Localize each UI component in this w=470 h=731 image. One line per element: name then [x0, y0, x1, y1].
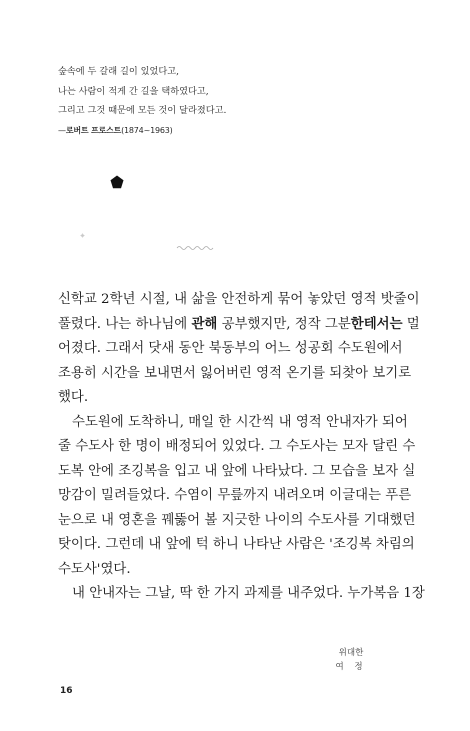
- body-line: 망감이 밀려들었다. 수염이 무릎까지 내려오며 이글대는 푸른: [58, 488, 412, 503]
- author-name: 로버트 프로스트: [65, 125, 122, 135]
- running-title-line-1: 위대한: [338, 648, 364, 658]
- body-line: 줄 수도사 한 명이 배정되어 있었다. 그 수도사는 모자 달린 수: [58, 439, 416, 454]
- author-years: (1874~1963): [121, 125, 173, 135]
- paragraph-3: [58, 582, 425, 607]
- body-line: 수도사'였다.: [58, 561, 131, 577]
- epigraph-line-3: 그리고 그것 때문에 모든 것이 달라졌다고.: [58, 105, 227, 116]
- body-line: 어졌다. 그래서 닷새 동안 북동부의 어느 성공회 수도원에서: [58, 341, 403, 356]
- epigraph-line-1: 숲속에 두 갈래 길이 있었다고,: [58, 66, 180, 77]
- body-line: [58, 313, 420, 338]
- body-line: 내 안내자는 그날, 딱 한 가지 과제를 내주었다. 누가복음 1장: [72, 586, 425, 601]
- body-line: 탓이다. 그런데 내 앞에 턱 하니 나타난 사람은 '조깅복 차림의: [58, 537, 415, 552]
- attribution-dash: —: [58, 125, 66, 135]
- epigraph: [58, 62, 418, 140]
- epigraph-attribution: [58, 121, 418, 141]
- body-line: 눈으로 내 영혼을 꿰뚫어 볼 지긋한 나이의 수도사를 기대했던: [58, 512, 416, 528]
- body-line: 조용히 시간을 보내면서 잃어버린 영적 온기를 되찾아 보기로: [58, 365, 412, 381]
- text-run: 멀: [402, 316, 420, 332]
- page-number: 16: [60, 686, 73, 696]
- pentagon-icon: [110, 175, 124, 189]
- body-line: 수도원에 도착하니, 매일 한 시간씩 내 영적 안내자가 되어: [72, 414, 408, 430]
- text-run: 공부했지만, 정작 그분: [217, 316, 351, 332]
- body-text: [58, 288, 425, 607]
- paragraph-2: [58, 411, 416, 583]
- epigraph-line-2: 나는 사람이 적게 간 길을 택하였다고,: [58, 85, 209, 97]
- tilde-wave-icon: [176, 244, 214, 252]
- emphasis-from: 한테서는: [350, 316, 403, 332]
- running-title: [300, 646, 402, 674]
- body-line: 했다.: [58, 390, 89, 405]
- text-run: 풀렸다. 나는 하나님에: [58, 316, 192, 332]
- paragraph-1: [58, 288, 420, 411]
- emphasis-about: 관해: [191, 316, 218, 332]
- body-line: 도복 안에 조깅복을 입고 내 앞에 나타났다. 그 모습을 보자 실: [58, 463, 416, 479]
- body-line: 신학교 2학년 시절, 내 삶을 안전하게 묶어 놓았던 영적 밧줄이: [58, 292, 420, 307]
- running-title-line-2: 여 정: [335, 662, 367, 672]
- starburst-dot-icon: [80, 233, 85, 238]
